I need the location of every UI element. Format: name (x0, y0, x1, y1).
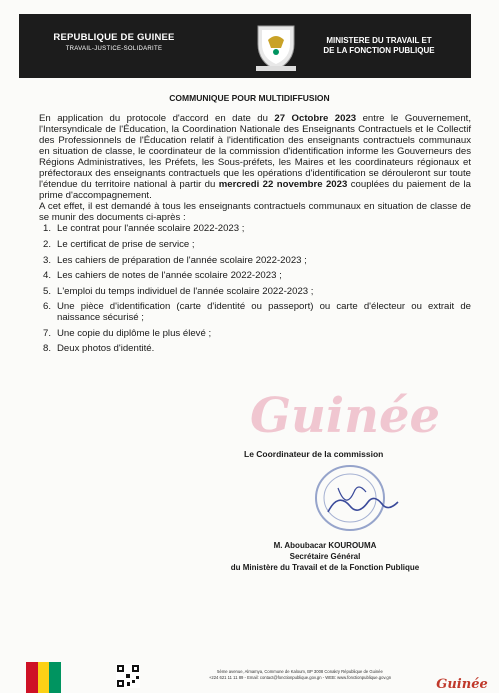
republic-motto: TRAVAIL-JUSTICE-SOLIDARITE (65, 46, 163, 52)
footer-contact (150, 669, 450, 680)
republic-title: REPUBLIQUE DE GUINEE (53, 32, 175, 43)
intro-part-a: En application du protocole d'accord en date du (39, 113, 275, 124)
footer-contact-line: +224 621 11 11 89 - Email: contact@fonctionpublique.gov.gn - WEB: www.fonctionpublique.gov.gn (208, 674, 392, 680)
list-item: 7. Une copie du diplôme le plus élevé ; (43, 327, 212, 339)
ministry-block (299, 36, 459, 56)
signatory-block (200, 540, 450, 573)
qr-code-icon (116, 664, 140, 688)
request-paragraph: A cet effet, il est demandé à tous les enseignants contractuels communaux en situation de classe de se munir des documents ci-après : (39, 201, 471, 224)
footer-address: 5ème avenue, Almamya, Commune de Kaloum, BP 3008 Conakry République de Guinée (217, 669, 383, 674)
list-item: 1. Le contrat pour l'année scolaire 2022-2023 ; (43, 223, 245, 235)
watermark-logo (249, 386, 441, 446)
document-title: COMMUNIQUE POUR MULTIDIFFUSION (169, 93, 330, 103)
signatory-ministry: du Ministère du Travail et de la Fonction Publique (230, 563, 420, 572)
list-item: 6. Une pièce d'identification (carte d'identité ou passeport) ou carte d'électeur ou extrait de naissance sécurisé ; (43, 301, 471, 324)
signatory-role: Le Coordinateur de la commission (244, 449, 384, 459)
ministry-line-1: MINISTERE DU TRAVAIL ET (326, 36, 432, 45)
intro-part-b: entre le Gouvernement, l'Intersyndicale de l'Éducation, la Coordination Nationale des Enseignants Contractuels et le Collectif des Professionnels de l'Éducation relatif à l'identification des enseignants contractuels communaux en situation de classe, le coordinateur de la commission d'identification informe les Gouverneurs des Régions Administratives, les Préfets, les Sous-préfets, les Maires et les coordinateurs régionaux et préfectoraux des enseignants contractuels que les opérations d'identification se dérouleront sur toute l'étendue du territoire national à partir du (39, 113, 471, 191)
intro-paragraph (39, 113, 471, 201)
list-item: 5. L'emploi du temps individuel de l'année scolaire 2022-2023 ; (43, 285, 314, 297)
list-item: 8. Deux photos d'identité. (43, 343, 155, 355)
intro-part-c: couplées du paiement de la prime d'accompagnement. (39, 179, 471, 202)
start-date: mercredi 22 novembre 2023 (218, 179, 348, 191)
coat-of-arms-icon (248, 18, 304, 74)
letterhead (19, 14, 471, 78)
agreement-date: 27 Octobre 2023 (274, 113, 357, 124)
footer-logo-text: Guinée (436, 677, 488, 692)
official-stamp-icon (298, 458, 418, 540)
ministry-line-2: DE LA FONCTION PUBLIQUE (323, 46, 435, 55)
list-item: 3. Les cahiers de préparation de l'année scolaire 2022-2023 ; (43, 254, 307, 266)
signatory-name: M. Aboubacar KOUROUMA (273, 541, 377, 550)
signatory-title: Secrétaire Général (289, 552, 361, 561)
list-item: 4. Les cahiers de notes de l'année scolaire 2022-2023 ; (43, 270, 282, 282)
watermark-text: Guinée (249, 388, 441, 444)
guinee-logo (437, 674, 487, 692)
republic-block (19, 32, 209, 52)
guinea-flag-icon (26, 662, 61, 693)
document-body (39, 113, 471, 359)
list-item: 2. Le certificat de prise de service ; (43, 239, 195, 251)
documents-list (39, 223, 471, 354)
